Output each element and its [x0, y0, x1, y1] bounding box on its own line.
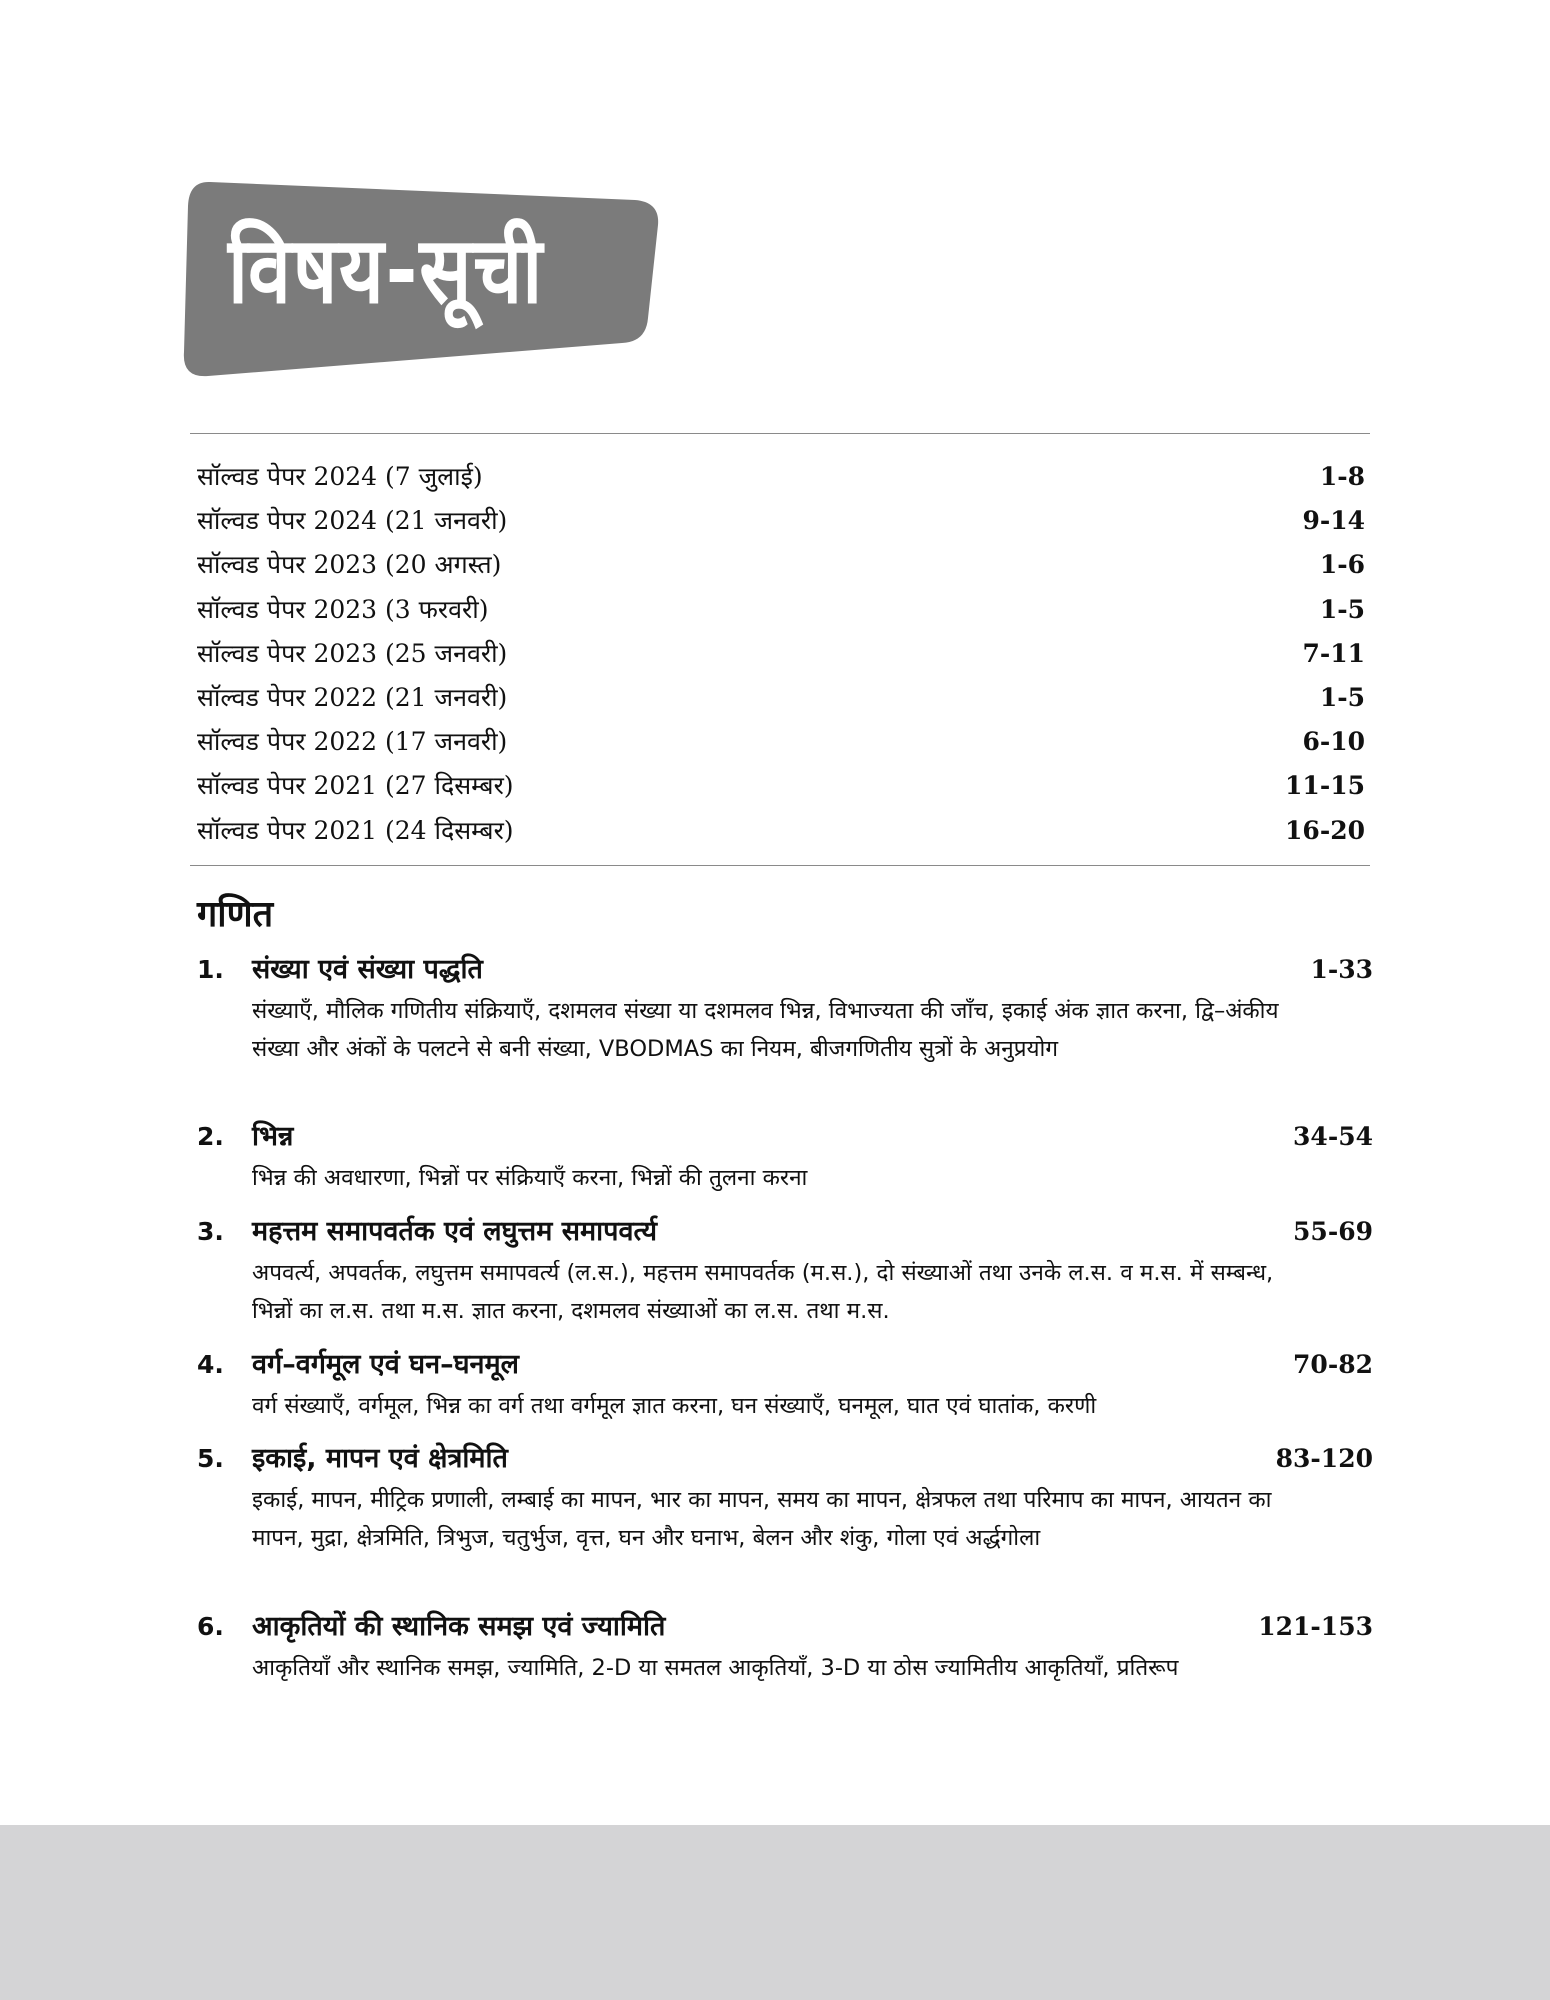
- list-item[interactable]: [197, 676, 1365, 720]
- paper-label: सॉल्वड पेपर 2023 (3 फरवरी): [197, 594, 489, 624]
- chapter-entry[interactable]: [197, 1343, 1373, 1425]
- page-range: 70-82: [1293, 1350, 1373, 1379]
- list-item[interactable]: [197, 720, 1365, 764]
- paper-label: सॉल्वड पेपर 2024 (7 जुलाई): [197, 462, 483, 491]
- chapter-number: 3.: [197, 1217, 224, 1246]
- solved-papers-list: [197, 455, 1365, 853]
- paper-label: सॉल्वड पेपर 2023 (20 अगस्त): [197, 550, 502, 580]
- chapter-number: 6.: [197, 1612, 224, 1641]
- page-range: 7-11: [1302, 638, 1365, 668]
- chapter-number: 4.: [197, 1350, 224, 1379]
- chapter-entry[interactable]: [197, 1605, 1373, 1687]
- paper-label: सॉल्वड पेपर 2023 (25 जनवरी): [197, 638, 508, 668]
- page-range: 1-5: [1319, 682, 1365, 712]
- page-range: 16-20: [1285, 815, 1365, 845]
- page-range: 1-33: [1310, 955, 1373, 984]
- paper-label: सॉल्वड पेपर 2022 (21 जनवरी): [197, 682, 508, 712]
- page-range: 83-120: [1275, 1444, 1373, 1473]
- page-title: विषय-सूची: [228, 217, 544, 324]
- divider-top: [190, 433, 1370, 434]
- page-range: 11-15: [1285, 771, 1365, 801]
- page-range: 1-5: [1319, 594, 1365, 624]
- page-range: 9-14: [1302, 506, 1365, 536]
- footer-band: [0, 1825, 1550, 2000]
- list-item[interactable]: [197, 632, 1365, 676]
- chapter-number: 2.: [197, 1122, 224, 1151]
- title-badge: [180, 170, 670, 385]
- chapter-title: संख्या एवं संख्या पद्धति: [252, 954, 483, 985]
- paper-label: सॉल्वड पेपर 2024 (21 जनवरी): [197, 506, 508, 536]
- chapter-topics: भिन्न की अवधारणा, भिन्नों पर संक्रियाएँ करना, भिन्नों की तुलना करना: [252, 1165, 808, 1191]
- chapter-topics: वर्ग संख्याएँ, वर्गमूल, भिन्न का वर्ग तथा वर्गमूल ज्ञात करना, घन संख्याएँ, घनमूल, घात एवं घातांक, करणी: [252, 1393, 1097, 1419]
- chapter-number: 1.: [197, 955, 224, 984]
- list-item[interactable]: [197, 499, 1365, 543]
- divider-middle: [190, 865, 1370, 866]
- chapter-title: भिन्न: [252, 1121, 294, 1152]
- chapter-title: महत्तम समापवर्तक एवं लघुत्तम समापवर्त्य: [252, 1216, 657, 1247]
- page-range: 1-8: [1319, 462, 1365, 491]
- chapter-entry[interactable]: [197, 1115, 1373, 1197]
- page-range: 55-69: [1293, 1217, 1373, 1246]
- chapter-title: वर्ग–वर्गमूल एवं घन–घनमूल: [252, 1349, 519, 1380]
- page-range: 6-10: [1302, 727, 1365, 757]
- chapter-topics: आकृतियाँ और स्थानिक समझ, ज्यामिति, 2-D या समतल आकृतियाँ, 3-D या ठोस ज्यामितीय आकृतियाँ, प्रतिरूप: [252, 1655, 1179, 1681]
- paper-label: सॉल्वड पेपर 2021 (24 दिसम्बर): [197, 815, 514, 845]
- page-range: 34-54: [1293, 1122, 1373, 1151]
- paper-label: सॉल्वड पेपर 2021 (27 दिसम्बर): [197, 771, 514, 801]
- chapter-entry[interactable]: [197, 948, 1373, 1068]
- chapter-topics: इकाई, मापन, मीट्रिक प्रणाली, लम्बाई का मापन, भार का मापन, समय का मापन, क्षेत्रफल तथा परिमाप का मापन, आयतन का मापन, मुद्रा, क्षेत्रमिति, त्रिभुज, चतुर्भुज, वृत्त, घन और घनाभ, बेलन और शंकु, गोला एवं अर्द्धगोला: [252, 1487, 1272, 1551]
- list-item[interactable]: [197, 543, 1365, 587]
- section-title: गणित: [197, 894, 274, 935]
- list-item[interactable]: [197, 588, 1365, 632]
- chapter-title: आकृतियों की स्थानिक समझ एवं ज्यामिति: [252, 1611, 666, 1642]
- list-item[interactable]: [197, 764, 1365, 808]
- list-item[interactable]: [197, 455, 1365, 499]
- chapter-entry[interactable]: [197, 1210, 1373, 1330]
- chapter-number: 5.: [197, 1444, 224, 1473]
- paper-label: सॉल्वड पेपर 2022 (17 जनवरी): [197, 727, 508, 757]
- chapter-topics: अपवर्त्य, अपवर्तक, लघुत्तम समापवर्त्य (ल.स.), महत्तम समापवर्तक (म.स.), दो संख्याओं तथा उनके ल.स. व म.स. में सम्बन्ध, भिन्नों का ल.स. तथा म.स. ज्ञात करना, दशमलव संख्याओं का ल.स. तथा म.स.: [252, 1260, 1274, 1324]
- page-range: 1-6: [1319, 550, 1365, 580]
- chapter-entry[interactable]: [197, 1437, 1373, 1557]
- chapter-title: इकाई, मापन एवं क्षेत्रमिति: [252, 1443, 508, 1474]
- page-range: 121-153: [1258, 1612, 1373, 1641]
- list-item[interactable]: [197, 809, 1365, 853]
- chapter-topics: संख्याएँ, मौलिक गणितीय संक्रियाएँ, दशमलव संख्या या दशमलव भिन्न, विभाज्यता की जाँच, इकाई अंक ज्ञात करना, द्वि–अंकीय संख्या और अंकों के पलटने से बनी संख्या, VBODMAS का नियम, बीजगणितीय सुत्रों के अनुप्रयोग: [252, 998, 1279, 1062]
